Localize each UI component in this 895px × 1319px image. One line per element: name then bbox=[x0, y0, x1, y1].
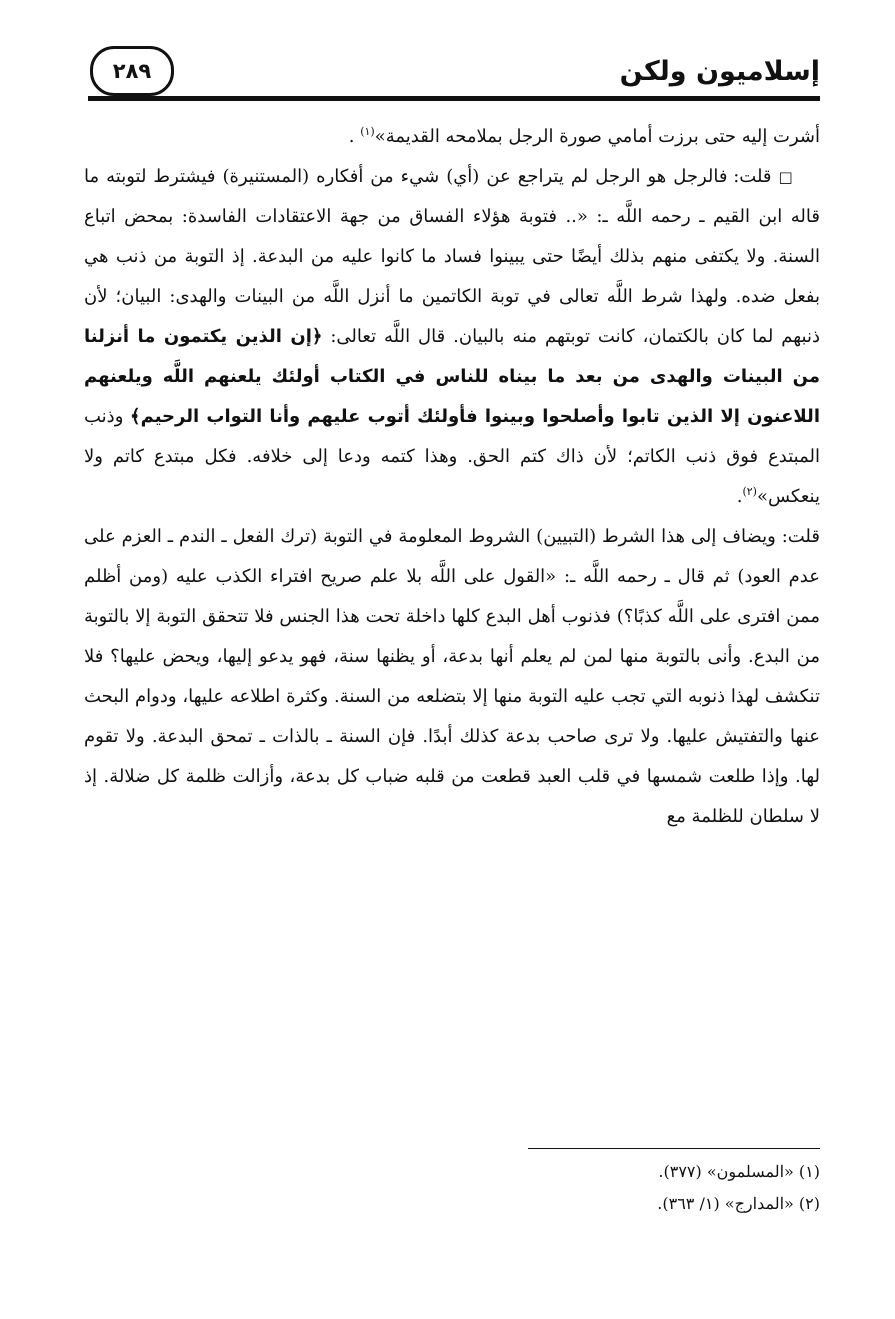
footnote-1: (١) «المسلمون» (٣٧٧). bbox=[658, 1162, 820, 1181]
running-title: إسلاميون ولكن bbox=[619, 56, 820, 87]
paragraph-1-end: . bbox=[348, 126, 361, 147]
paragraph-2-text-a: قلت: فالرجل هو الرجل لم يتراجع عن (أي) شيء من أفكاره (المستنيرة) فيشترط لتوبته ما قاله ابن القيم ـ رحمه اللَّه ـ: «.. فتوبة هؤلاء الفساق من جهة الاعتقادات الفاسدة: بمحض اتباع السنة. ولا يكتفى منهم بذلك أيضًا حتى يبينوا فساد ما كانوا عليه من البدعة. إذ التوبة من ذنب هي بفعل ضده. ولهذا شرط اللَّه تعالى في توبة الكاتمين ما أنزل اللَّه من البينات والهدى: البيان؛ لأن ذنبهم لما كان بالكتمان، كانت توبتهم منه بالبيان. قال اللَّه تعالى: bbox=[84, 166, 821, 347]
paragraph-1-text: أشرت إليه حتى برزت أمامي صورة الرجل بملامحه القديمة» bbox=[374, 126, 820, 147]
paragraph-3: قلت: ويضاف إلى هذا الشرط (التبيين) الشروط المعلومة في التوبة (ترك الفعل ـ الندم ـ العزم على عدم العود) ثم قال ـ رحمه اللَّه ـ: «القول على اللَّه بلا علم صريح افتراء الكذب عليه (ومن أظلم ممن افترى على اللَّه كذبًا؟) فذنوب أهل البدع كلها داخلة تحت هذا الجنس فلا تتحقق التوبة إلا بالتوبة من البدع. وأنى بالتوبة منها لمن لم يعلم أنها بدعة، أو يظنها سنة، فهو يدعو إليها، ويحض عليها؟ فلا تنكشف لهذا ذنوبه التي تجب عليه التوبة منها إلا بتضلعه من السنة. وكثرة اطلاعه عليها، ودوام البحث عنها والتفتيش عليها. ولا ترى صاحب بدعة كذلك أبدًا. فإن السنة ـ بالذات ـ تمحق البدعة. ولا تقوم لها. وإذا طلعت شمسها في قلب العبد قطعت من قلبه ضباب كل بدعة، وأزالت ظلمة كل ضلالة. إذ لا سلطان للظلمة مع bbox=[84, 526, 820, 827]
paragraph-2-end: . bbox=[736, 486, 743, 507]
page-header bbox=[88, 46, 820, 106]
paragraph-1 bbox=[84, 117, 820, 157]
footnote-ref-1: (١) bbox=[360, 125, 375, 138]
paragraph-2 bbox=[84, 157, 820, 517]
footnote-separator bbox=[528, 1148, 820, 1149]
footnote-ref-2: (٢) bbox=[742, 485, 757, 498]
header-rule bbox=[88, 96, 820, 101]
footnotes bbox=[420, 1156, 820, 1220]
footnote-2: (٢) «المدارج» (١/ ٣٦٣). bbox=[657, 1194, 820, 1213]
page-number: ٢٨٩ bbox=[112, 59, 152, 83]
square-marker-icon: □ bbox=[778, 168, 794, 186]
paragraph-2-text-b: وذنب المبتدع فوق ذنب الكاتم؛ لأن ذاك كتم الحق. وهذا كتمه ودعا إلى خلافه. فكل مبتدع كاتم ولا ينعكس» bbox=[84, 406, 820, 507]
page-number-badge bbox=[90, 46, 174, 96]
main-text bbox=[84, 117, 820, 837]
quran-verse: ﴿إن الذين يكتمون ما أنزلنا من البينات والهدى من بعد ما بيناه للناس في الكتاب أولئك يلعنهم اللَّه ويلعنهم اللاعنون إلا الذين تابوا وأصلحوا وبينوا فأولئك أتوب عليهم وأنا التواب الرحيم﴾ bbox=[84, 326, 820, 427]
